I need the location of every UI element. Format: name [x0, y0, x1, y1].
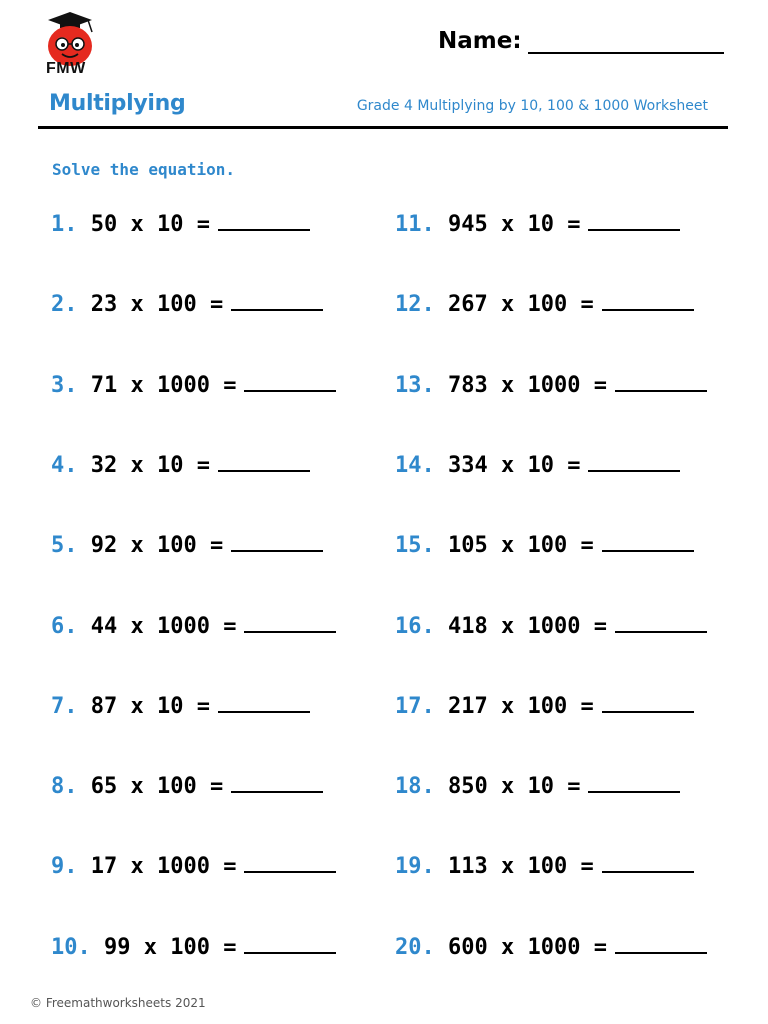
- answer-line: [588, 211, 680, 231]
- problem-number: 6.: [51, 614, 78, 639]
- problem-expression: 334 x 10 =: [448, 453, 581, 478]
- problem-item: [51, 693, 310, 721]
- problem-number: 13.: [395, 373, 435, 398]
- problem-number: 19.: [395, 854, 435, 879]
- problem-number: 5.: [51, 533, 78, 558]
- copyright-footer: © Freemathworksheets 2021: [30, 996, 206, 1010]
- problem-expression: 65 x 100 =: [90, 774, 224, 799]
- problem-number: 18.: [395, 774, 435, 799]
- problem-item: [395, 372, 707, 400]
- problem-number: 17.: [395, 694, 435, 719]
- problem-number: 20.: [395, 935, 435, 960]
- problem-item: [395, 532, 694, 560]
- problem-item: [51, 773, 323, 801]
- problem-item: [51, 372, 336, 400]
- answer-line: [588, 773, 680, 793]
- answer-line: [218, 211, 310, 231]
- problem-expression: 23 x 100 =: [90, 292, 224, 317]
- answer-line: [218, 693, 310, 713]
- problem-item: [51, 291, 323, 319]
- name-answer-line: [528, 52, 724, 54]
- problem-expression: 217 x 100 =: [448, 694, 594, 719]
- answer-line: [615, 613, 707, 633]
- answer-line: [588, 452, 680, 472]
- problem-item: [51, 853, 336, 881]
- problem-expression: 71 x 1000 =: [90, 373, 237, 398]
- problem-item: [395, 613, 707, 641]
- problem-item: [395, 291, 694, 319]
- worksheet-subtitle: Grade 4 Multiplying by 10, 100 & 1000 Worksheet: [356, 98, 708, 114]
- answer-line: [602, 853, 694, 873]
- answer-line: [602, 532, 694, 552]
- problem-item: [51, 211, 310, 239]
- problem-expression: 50 x 10 =: [90, 212, 210, 237]
- problem-item: [51, 452, 310, 480]
- problem-expression: 44 x 1000 =: [90, 614, 237, 639]
- problem-number: 4.: [51, 453, 78, 478]
- problem-expression: 783 x 1000 =: [448, 373, 607, 398]
- answer-line: [615, 934, 707, 954]
- problem-expression: 600 x 1000 =: [448, 935, 607, 960]
- instructions: Solve the equation.: [52, 160, 236, 179]
- answer-line: [218, 452, 310, 472]
- problem-item: [395, 773, 680, 801]
- name-field: [438, 28, 728, 60]
- answer-line: [602, 291, 694, 311]
- problem-number: 7.: [51, 694, 78, 719]
- problem-expression: 113 x 100 =: [448, 854, 594, 879]
- problem-number: 10.: [51, 935, 91, 960]
- problem-expression: 850 x 10 =: [448, 774, 581, 799]
- problem-number: 16.: [395, 614, 435, 639]
- problem-number: 3.: [51, 373, 78, 398]
- problem-number: 14.: [395, 453, 435, 478]
- problem-expression: 418 x 1000 =: [448, 614, 607, 639]
- problem-item: [51, 934, 336, 962]
- problem-number: 11.: [395, 212, 435, 237]
- answer-line: [231, 291, 323, 311]
- worksheet-title: Multiplying: [49, 91, 186, 116]
- problem-item: [395, 693, 694, 721]
- problem-number: 15.: [395, 533, 435, 558]
- problem-expression: 32 x 10 =: [90, 453, 210, 478]
- answer-line: [602, 693, 694, 713]
- problem-item: [51, 532, 323, 560]
- problem-expression: 99 x 100 =: [104, 935, 237, 960]
- problem-expression: 92 x 100 =: [90, 533, 224, 558]
- answer-line: [231, 532, 323, 552]
- problem-item: [395, 934, 707, 962]
- problem-number: 2.: [51, 292, 78, 317]
- answer-line: [244, 934, 336, 954]
- problem-number: 1.: [51, 212, 78, 237]
- logo-text: FMW: [46, 60, 86, 77]
- answer-line: [244, 853, 336, 873]
- header-divider: [38, 126, 728, 129]
- problem-expression: 17 x 1000 =: [90, 854, 237, 879]
- problem-number: 8.: [51, 774, 78, 799]
- problem-expression: 267 x 100 =: [448, 292, 594, 317]
- problem-item: [395, 211, 680, 239]
- problem-expression: 87 x 10 =: [90, 694, 210, 719]
- answer-line: [231, 773, 323, 793]
- problem-number: 9.: [51, 854, 78, 879]
- problem-number: 12.: [395, 292, 435, 317]
- answer-line: [244, 613, 336, 633]
- problem-item: [395, 853, 694, 881]
- problem-expression: 945 x 10 =: [448, 212, 581, 237]
- problem-item: [51, 613, 336, 641]
- name-label: Name:: [438, 28, 522, 54]
- answer-line: [615, 372, 707, 392]
- problem-item: [395, 452, 680, 480]
- answer-line: [244, 372, 336, 392]
- problem-expression: 105 x 100 =: [448, 533, 594, 558]
